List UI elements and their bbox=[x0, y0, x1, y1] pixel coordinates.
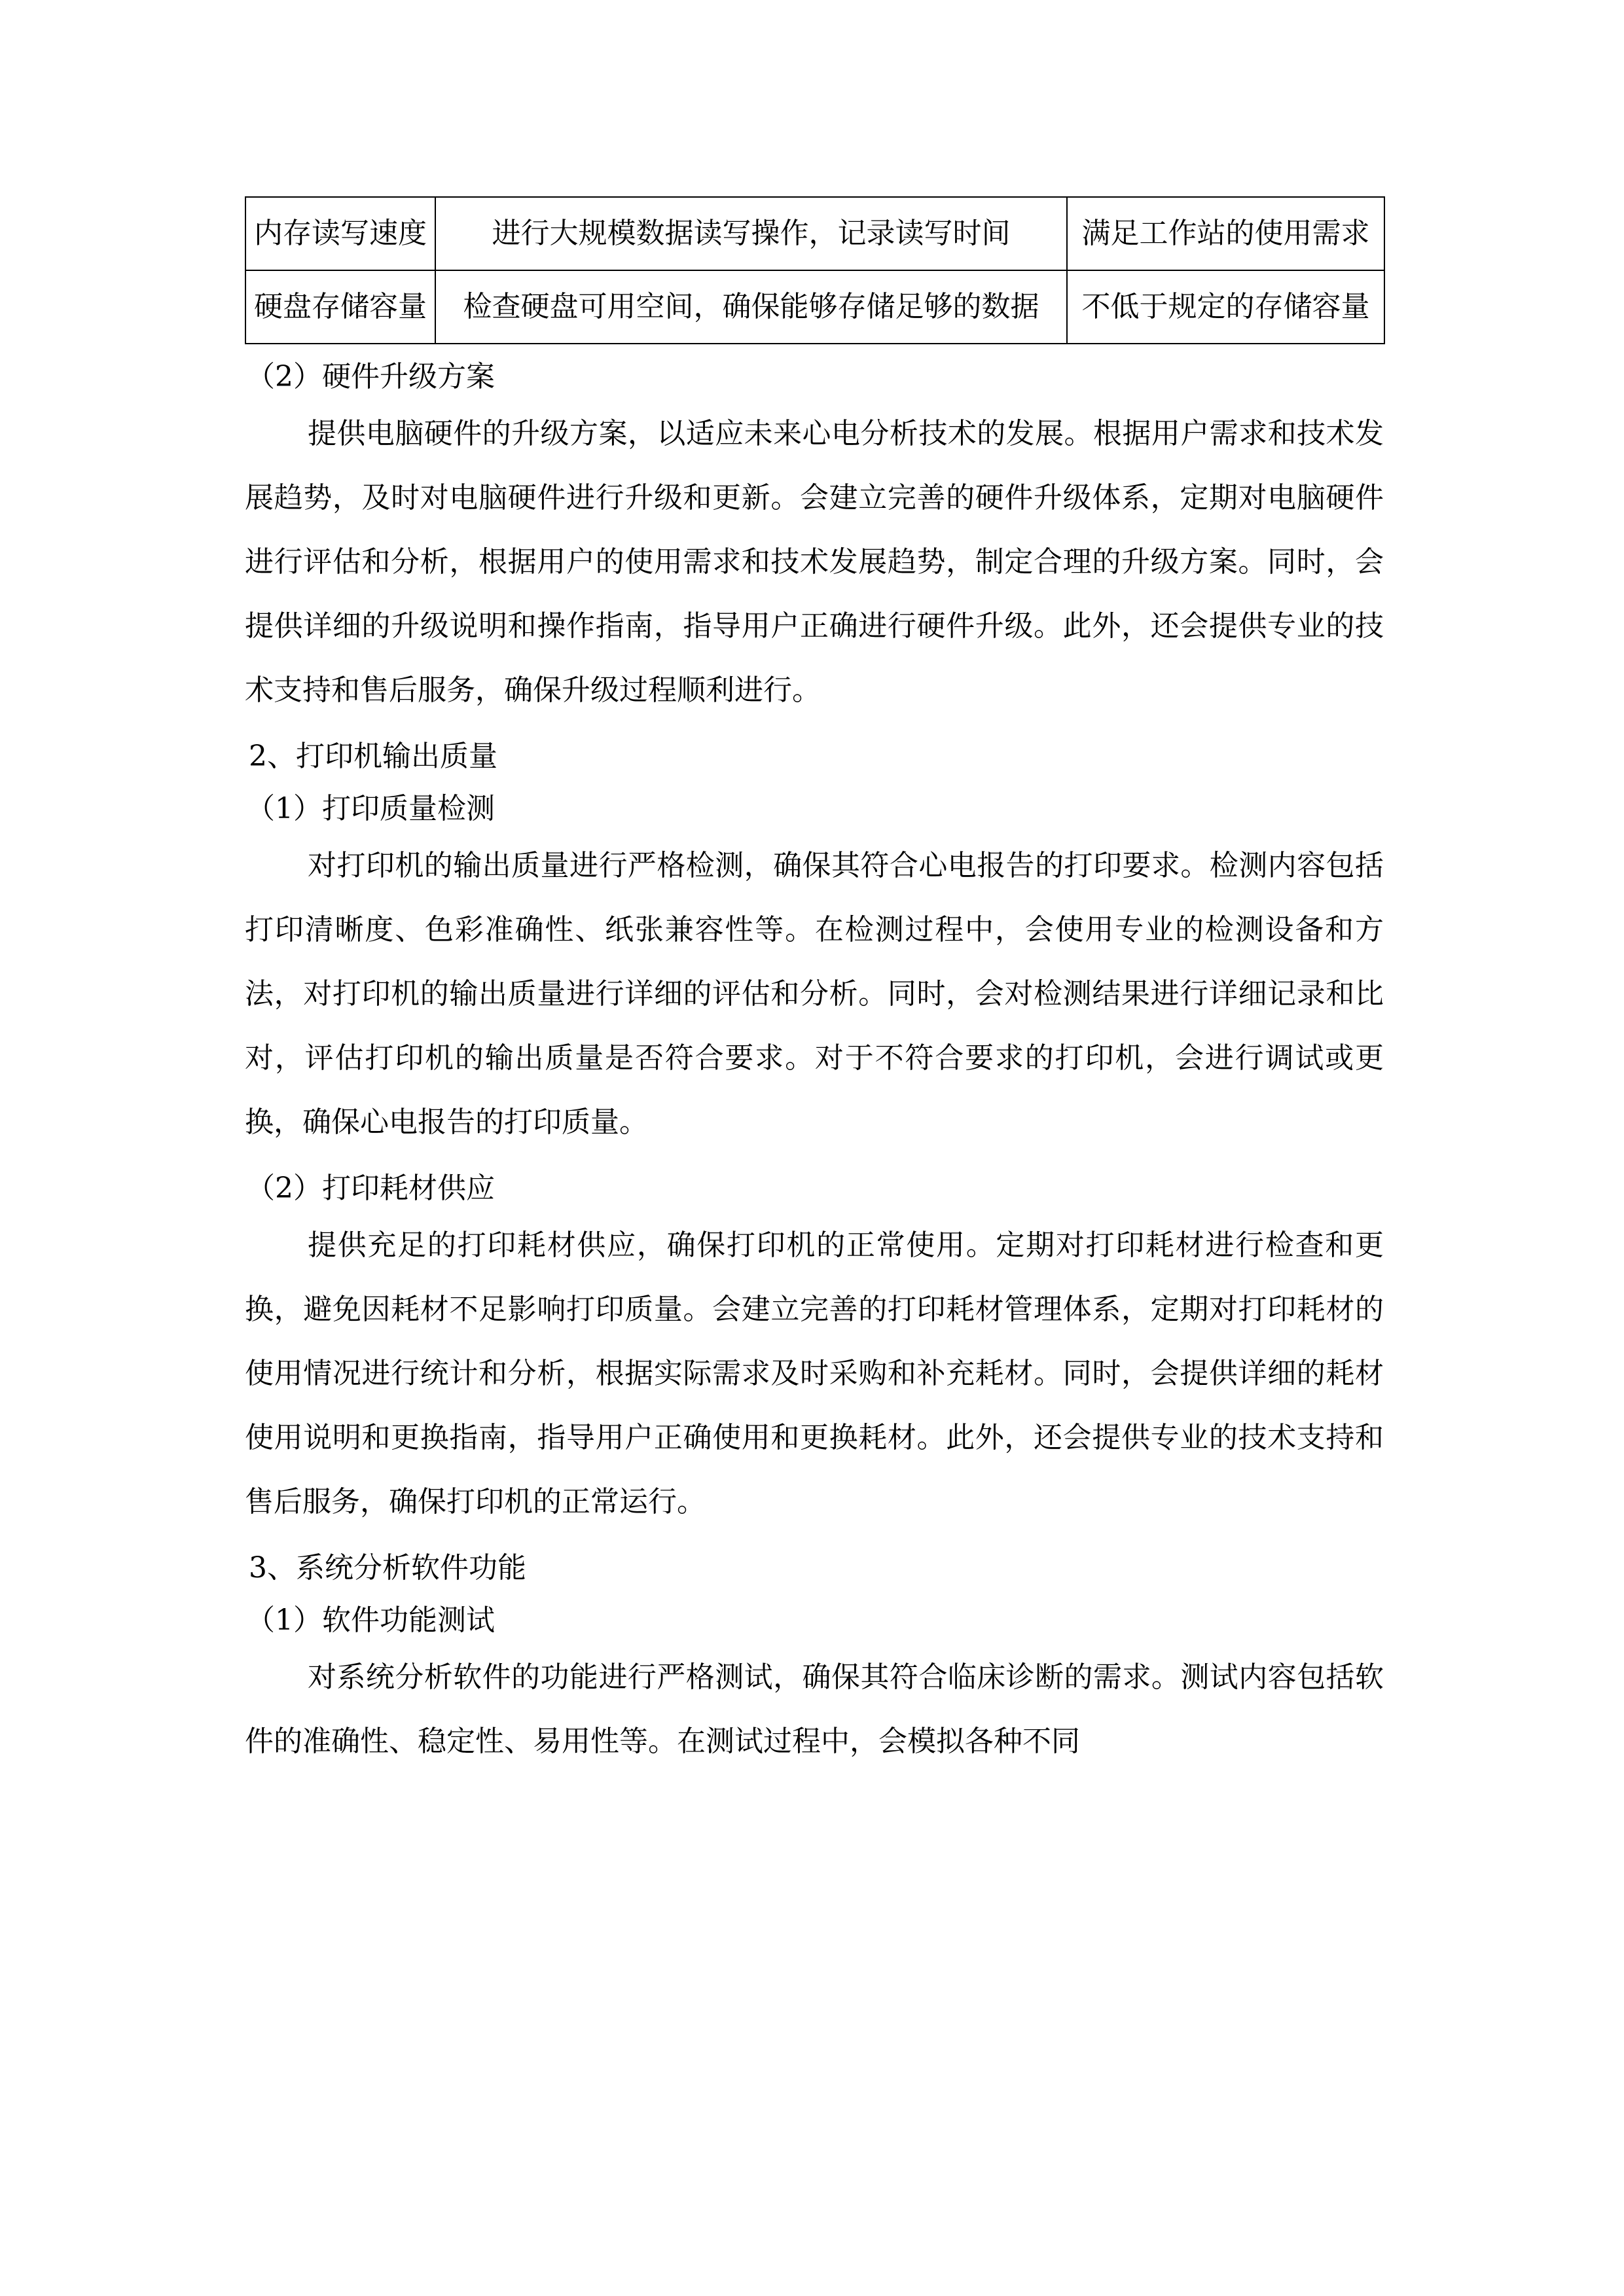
table-cell-item: 硬盘存储容量 bbox=[245, 270, 435, 344]
heading-printer-quality: 2、打印机输出质量 bbox=[249, 740, 497, 773]
document-page bbox=[245, 196, 1384, 1774]
subheading-print-consumables: （2）打印耗材供应 bbox=[246, 1172, 495, 1205]
table-cell-item: 内存读写速度 bbox=[245, 197, 435, 270]
table-row bbox=[245, 270, 1384, 344]
spec-table bbox=[245, 196, 1385, 344]
table-cell-method: 进行大规模数据读写操作，记录读写时间 bbox=[435, 197, 1067, 270]
table-row bbox=[245, 197, 1384, 270]
subheading-software-function-test: （1）软件功能测试 bbox=[246, 1604, 495, 1637]
table-cell-standard: 满足工作站的使用需求 bbox=[1067, 197, 1384, 270]
paragraph-print-quality-check: 对打印机的输出质量进行严格检测，确保其符合心电报告的打印要求。检测内容包括打印清晰度、色彩准确性、纸张兼容性等。在检测过程中，会使用专业的检测设备和方法，对打印机的输出质量进行详细的评估和分析。同时，会对检测结果进行详细记录和比对，评估打印机的输出质量是否符合要求。对于不符合要求的打印机，会进行调试或更换，确保心电报告的打印质量。 bbox=[245, 849, 1384, 1139]
paragraph-software-function-test: 对系统分析软件的功能进行严格测试，确保其符合临床诊断的需求。测试内容包括软件的准确性、稳定性、易用性等。在测试过程中，会模拟各种不同 bbox=[245, 1660, 1384, 1758]
table-cell-standard: 不低于规定的存储容量 bbox=[1067, 270, 1384, 344]
subheading-hardware-upgrade: （2）硬件升级方案 bbox=[246, 360, 495, 393]
heading-software-function: 3、系统分析软件功能 bbox=[249, 1551, 526, 1585]
paragraph-print-consumables: 提供充足的打印耗材供应，确保打印机的正常使用。定期对打印耗材进行检查和更换，避免因耗材不足影响打印质量。会建立完善的打印耗材管理体系，定期对打印耗材的使用情况进行统计和分析，根据实际需求及时采购和补充耗材。同时，会提供详细的耗材使用说明和更换指南，指导用户正确使用和更换耗材。此外，还会提供专业的技术支持和售后服务，确保打印机的正常运行。 bbox=[245, 1229, 1384, 1518]
paragraph-hardware-upgrade: 提供电脑硬件的升级方案，以适应未来心电分析技术的发展。根据用户需求和技术发展趋势，及时对电脑硬件进行升级和更新。会建立完善的硬件升级体系，定期对电脑硬件进行评估和分析，根据用户的使用需求和技术发展趋势，制定合理的升级方案。同时，会提供详细的升级说明和操作指南，指导用户正确进行硬件升级。此外，还会提供专业的技术支持和售后服务，确保升级过程顺利进行。 bbox=[245, 417, 1384, 707]
subheading-print-quality-check: （1）打印质量检测 bbox=[246, 792, 495, 825]
table-cell-method: 检查硬盘可用空间，确保能够存储足够的数据 bbox=[435, 270, 1067, 344]
